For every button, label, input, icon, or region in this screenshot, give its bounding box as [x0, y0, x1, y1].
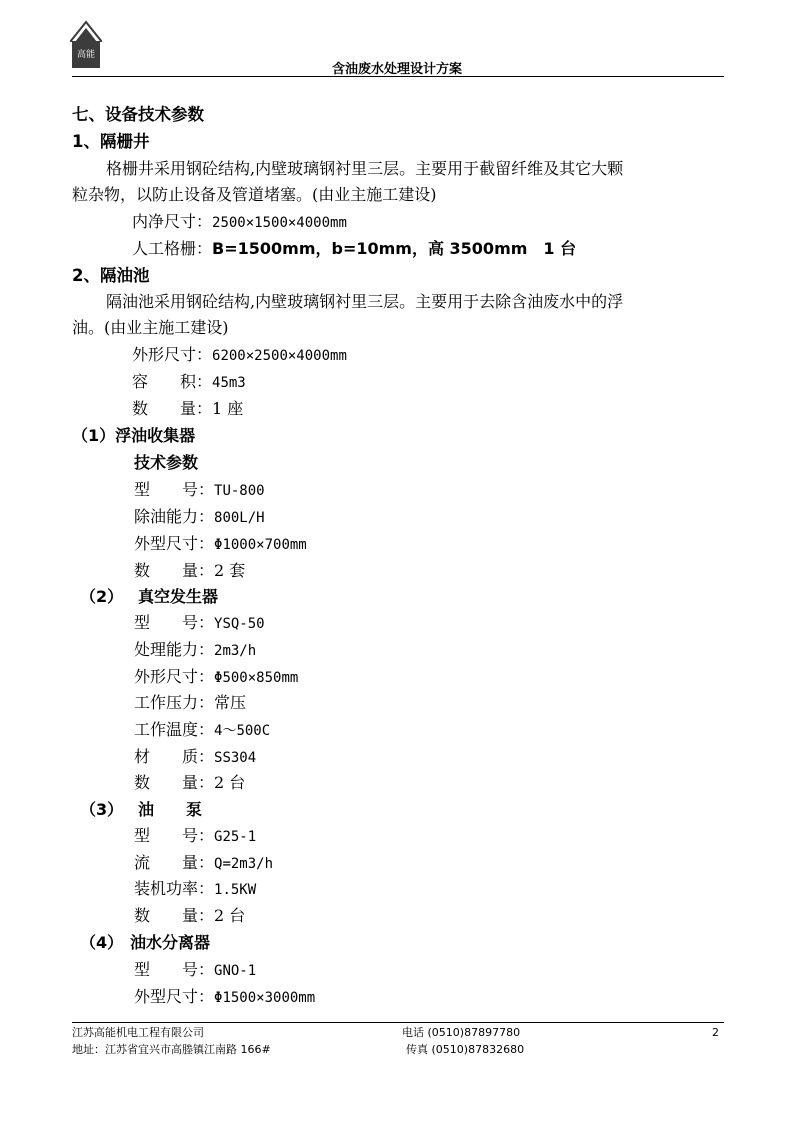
spec-row — [134, 826, 256, 847]
document-title: 含油废水处理设计方案 — [331, 62, 462, 77]
part-2-title: 真空发生器 — [138, 587, 219, 606]
spec-row — [134, 773, 245, 793]
spec-row — [132, 345, 347, 366]
spec-label: 除油能力： — [134, 507, 215, 526]
spec-label: 数 量： — [134, 906, 215, 925]
spec-row — [134, 507, 265, 528]
spec-value: 45m3 — [212, 375, 246, 391]
spec-row — [134, 613, 265, 634]
subsection-2-desc-line1: 隔油池采用钢砼结构,内壁玻璃钢衬里三层。主要用于去除含油废水中的浮 — [106, 292, 624, 311]
spec-row — [134, 853, 273, 874]
spec-value: 6200×2500×4000mm — [212, 348, 347, 364]
spec-label: 型 号： — [134, 960, 215, 979]
spec-row — [132, 239, 576, 259]
footer-fax: 传真 (0510)87832680 — [406, 1043, 525, 1056]
part-2-number: （2） — [80, 587, 124, 606]
spec-label: 型 号： — [134, 480, 215, 499]
part-3-title: 油 泵 — [138, 800, 203, 819]
part-4-title: 油水分离器 — [130, 933, 211, 952]
spec-label: 数 量： — [132, 399, 213, 418]
spec-value: 1 座 — [212, 399, 244, 418]
spec-value: 800L/H — [214, 510, 265, 526]
spec-label: 人工格栅： — [132, 239, 213, 258]
spec-value: GNO-1 — [214, 963, 257, 979]
spec-row — [134, 960, 256, 981]
spec-value: 2m3/h — [214, 643, 257, 659]
spec-label: 外型尺寸： — [134, 534, 215, 553]
spec-value: 1.5KW — [214, 882, 257, 898]
spec-label: 工作温度： — [134, 720, 215, 739]
spec-value: 2 台 — [214, 773, 246, 792]
subsection-1-desc-line2: 粒杂物，以防止设备及管道堵塞。(由业主施工建设) — [72, 185, 437, 204]
spec-label: 外形尺寸： — [134, 667, 215, 686]
spec-row — [134, 480, 265, 501]
header-divider — [72, 76, 724, 77]
part-4-number: （4） — [80, 933, 124, 952]
part-3-number: （3） — [80, 800, 124, 819]
subsection-2-desc-line2: 油。(由业主施工建设) — [72, 318, 229, 337]
spec-row — [134, 561, 245, 581]
logo-roof-icon — [70, 20, 102, 42]
page-number: 2 — [712, 1026, 719, 1039]
spec-label: 处理能力： — [134, 640, 215, 659]
spec-value: Φ1000×700mm — [214, 537, 307, 553]
spec-row — [132, 212, 347, 233]
spec-row — [134, 667, 298, 688]
spec-label: 装机功率： — [134, 879, 215, 898]
footer-phone: 电话 (0510)87897780 — [402, 1026, 521, 1039]
spec-label: 数 量： — [134, 773, 215, 792]
subsection-1-desc-line1: 格栅井采用钢砼结构,内壁玻璃钢衬里三层。主要用于截留纤维及其它大颗 — [106, 159, 624, 178]
spec-value: B=1500mm，b=10mm，高 3500mm 1 台 — [212, 239, 577, 258]
spec-value: SS304 — [214, 750, 257, 766]
spec-value: Φ1500×3000mm — [214, 990, 316, 1006]
subsection-2-title: 2、隔油池 — [72, 266, 150, 285]
spec-label: 数 量： — [134, 561, 215, 580]
spec-value: 2 套 — [214, 561, 246, 580]
spec-label: 流 量： — [134, 853, 215, 872]
spec-label: 外形尺寸： — [132, 345, 213, 364]
spec-label: 型 号： — [134, 826, 215, 845]
spec-row — [134, 720, 270, 741]
spec-value: 2500×1500×4000mm — [212, 215, 347, 231]
spec-row — [134, 987, 315, 1008]
spec-label: 容 积： — [132, 372, 213, 391]
spec-value: YSQ-50 — [214, 616, 265, 632]
logo-text: 高能 — [72, 42, 100, 68]
spec-row — [132, 399, 243, 419]
spec-value: TU-800 — [214, 483, 265, 499]
spec-value: G25-1 — [214, 829, 257, 845]
spec-row — [134, 906, 245, 926]
spec-label: 型 号： — [134, 613, 215, 632]
spec-label: 材 质： — [134, 747, 215, 766]
spec-value: Q=2m3/h — [214, 856, 274, 872]
spec-row — [132, 372, 246, 393]
spec-label: 内净尺寸： — [132, 212, 213, 231]
footer-address: 地址：江苏省宜兴市高塍镇江南路 166# — [72, 1043, 271, 1056]
spec-row — [134, 693, 246, 713]
subsection-1-title: 1、隔栅井 — [72, 132, 150, 151]
spec-label: 工作压力： — [134, 693, 215, 712]
spec-value: 常压 — [214, 693, 247, 712]
spec-value: 4～500C — [214, 723, 271, 739]
footer-company: 江苏高能机电工程有限公司 — [72, 1026, 204, 1039]
spec-row — [134, 534, 307, 555]
spec-row — [134, 640, 256, 661]
spec-row — [134, 747, 256, 768]
spec-row — [134, 879, 256, 900]
part-1-subtitle: 技术参数 — [134, 453, 199, 472]
spec-label: 外型尺寸： — [134, 987, 215, 1006]
section-title: 七、设备技术参数 — [72, 105, 204, 124]
spec-value: 2 台 — [214, 906, 246, 925]
part-1-title: （1）浮油收集器 — [72, 426, 196, 445]
spec-value: Φ500×850mm — [214, 670, 299, 686]
footer-divider — [72, 1022, 724, 1023]
